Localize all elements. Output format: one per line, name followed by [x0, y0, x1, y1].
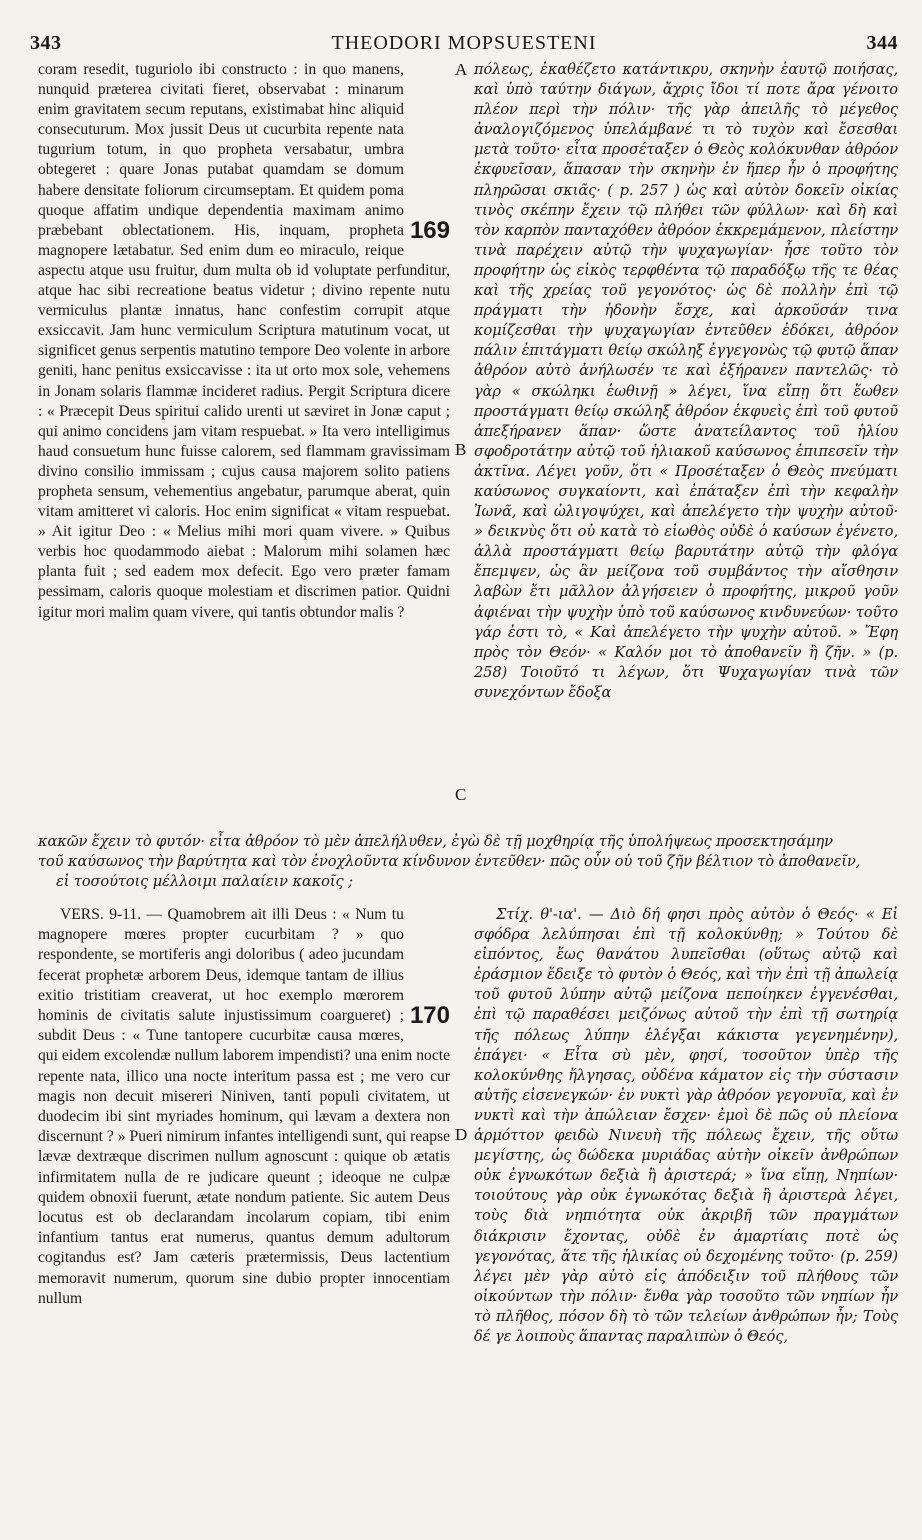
page-number-right: 344: [866, 32, 898, 54]
greek-column-upper: [474, 60, 898, 703]
section-marker-c: C: [455, 785, 467, 804]
greek-fullwidth-line-3: εἰ τοσούτοις μέλλοιμι παλαίειν κακοῖς ;: [56, 873, 353, 890]
section-marker-a: A: [455, 60, 468, 79]
margin-number-169: 169: [409, 217, 450, 244]
greek-column-lower: [474, 905, 898, 1347]
latin-column-lower: [38, 905, 450, 1309]
section-marker-d: D: [455, 1125, 468, 1144]
section-marker-b: B: [455, 440, 467, 459]
page-number-left: 343: [30, 32, 62, 54]
greek-text-upper: πόλεως, ἐκαθέζετο κατάντικρυ, σκηνὴν ἑαυτῷ ποιήσας, καὶ ὑπὸ ταύτην διάγων, ἄχρις ἴδοι τί ποτε ἄρα γένοιτο πλέον περὶ τὴν πόλιν· τῆς γὰρ ἀπειλῆς τὸ μέγεθος ἀναλογιζόμενος ὑπελάμβανέ τι τὸ τυχὸν καὶ ἔσεσθαι μετὰ τοῦτο· εἶτα προσέταξεν ὁ Θεὸς κολόκυνθαν ἀθρόον ἐκφυεῖσαν, ἅπασαν τὴν σκηνὴν ἐν ἥπερ ἦν ὁ προφήτης πληρῶσαι σκιᾶς· ( p. 257 ) ὡς καὶ αὐτὸν δοκεῖν οἰκίας τινὸς σκέπην ἔχειν τῷ πλήθει τῶν φύλλων· καὶ δὴ καὶ τὸν καρπὸν πανταχόθεν ἀθρόον ἐκκρεμάμενον, πλείστην τινὰ παρέχειν αὐτῷ τὴν ψυχαγωγίαν· ἧσε τοῦτο τὸν προφήτην ὡς εἰκὸς τερφθέντα τῷ παραδόξῳ τῆς τε θέας καὶ τῆς χρείας τοῦ γεγονότος· ὡς δὲ πολλὴν ἐπὶ τῷ πράγματι τὴν ἡδονὴν ἔσχε, καὶ ἀρκοῦσάν τινα κομίζεσθαι τὴν ψυχαγωγίαν ἐντεῦθεν ἐδόκει, ἀθρόον πάλιν ἐπιτάγματι θείῳ σκώληξ ἐγγεγονὼς τῷ φυτῷ ἅπαν ἀθρόον αὐτὸ ἀνήλωσέν τε καὶ ἐξήρανεν παντελῶς· τὸ γὰρ « σκώληκι ἑωθινῇ » λέγει, ἵνα εἴπῃ ὅτι ἕωθεν προστάγματι θείῳ σκώληξ ἀθρόον ἐκφυεὶς ἐπὶ τοῦ φυτοῦ ἀπεξήρανεν ἅπαν· ὥστε ἀνατείλαντος τοῦ ἡλίου σφοδροτάτην αὐτῷ τοῦ ἡλιακοῦ καύσωνος ἐπιπεσεῖν τὴν ἀκτῖνα. Λέγει γοῦν, ὅτι « Προσέταξεν ὁ Θεὸς πνεύματι καύσωνος συγκαίοντι, καὶ ἐπάταξεν ἐπὶ τὴν κεφαλὴν Ἰωνᾶ, καὶ ὠλιγοψύχει, καὶ ἀπελέγετο τὴν ψυχὴν αὐτοῦ· » δεικνὺς ὅτι οὐ κατὰ τὸ εἰωθὸς οὐδὲ ὁ καύσων ἐγένετο, ἀλλὰ προστάγματι θείῳ βαρυτάτην αὐτῷ τὴν φλόγα ἔπεμψεν, ὡς ἂν μείζονα τοῦ συμβάντος τὴν αἴσθησιν λαβὼν ἔτι μᾶλλον ἀλγήσειεν ὁ προφήτης, μικροῦ γοῦν ἀφιέναι τὴν ψυχὴν ὑπὸ τοῦ καύσωνος κινδυνεύων· τοῦτο γάρ ἐστι τὸ, « Καὶ ἀπελέγετο τὴν ψυχὴν αὐτοῦ. » Ἔφη πρὸς τὸν Θεόν· « Καλόν μοι τὸ ἀποθανεῖν ἢ ζῆν. » (p. 258) Τοιοῦτό τι λέγων, ὅτι Ψυχαγωγίαν τινὰ τῶν συνεχόντων ἔδοξα: [474, 61, 898, 701]
running-header: [30, 32, 898, 58]
greek-fullwidth-line-2: τοῦ καύσωνος τὴν βαρύτητα καὶ τὸν ἐνοχλοῦντα κίνδυνον ἐντεῦθεν· πῶς οὖν οὐ τοῦ ζῆν βέλτιον τὸ ἀποθανεῖν,: [38, 853, 861, 870]
latin-text-lower: VERS. 9-11. — Quamobrem ait illi Deus : « Num tu magnopere mœres propter cucurbitam ? » quo respondente, se mortiferis angi doloribus ( adeo jucundam fecerat prophetæ arborem Deus, idemque tantam de illius exitio tristitiam creaverat, ut hoc exemplo mœrorem hominis de civitatis salute injustissimum coargueret) ; subdit Deus : « Tune tantopere cucurbitæ causa mœres, qui eidem excolendæ nullum laborem impendisti? una enim nocte repente nata, illico una nocte interitum passa est ; me vero cur magis non decuit misereri Niniven, tanti populi civitatem, ut duodecim ibi sint myriades hominum, qui lævam a dextera non discernunt ? » Pueri nimirum infantes intelligendi sunt, qui reapse lævæ dextræque discrimen nullum agnoscunt : quique ob ætatis infirmitatem nulla de re judicare queunt ; ideoque ne culpæ quidem obnoxii fuerunt, ætate nondum patiente. Sic autem Deus locutus est ob declarandam incolarum copiam, tibi enim infantium tantus erat numerus, quantus demum adultorum cogitandus est? Jam cæteris prætermissis, Deus lactentium memoravit numerum, quorum sine dubio propter innocentiam nullum: [38, 906, 450, 1307]
greek-fullwidth-line-1: κακῶν ἔχειν τὸ φυτόν· εἶτα ἀθρόον τὸ μὲν ἀπελήλυθεν, ἐγὼ δὲ τῇ μοχθηρίᾳ τῆς ὑπολήψεως προσεκτησάμην: [38, 833, 833, 850]
latin-column-upper: [38, 60, 450, 623]
page-title: THEODORI MOPSUESTENI: [331, 32, 597, 54]
margin-number-170: 170: [409, 1002, 450, 1029]
latin-text-upper: coram resedit, tuguriolo ibi constructo : in quo manens, nunquid præterea civitati fieret, observabat : minarum enim gravitatem secum reputans, existimabat hinc aliquid consecuturum. Mox jussit Deus ut cucurbita repente nata tugurium totum, in quo propheta versabatur, umbra obtegeret : quare Jonas putabat quamdam se domum habere densitate foliorum circumseptam. Et quidem poma quoque affatim undique dependentia maximam animo præbebant oblectationem. His, inquam, propheta magnopere lætabatur. Sed enim dum eo miraculo, reique aspectu atque usu fruitur, dum multa ob id voluptate perfunditur, atque hac sibi recreatione beatus videtur ; divino repente nutu vermiculus plantæ innatus, hanc confestim corrupit atque exsiccavit. Jam hunc vermiculum Scriptura matutinum vocat, ut significet genus serpentis matutino tempore Deo volente in arbore geniti, hanc penitus exsiccavisse : ita ut orto mox sole, vehemens in Jonam solaris flammæ incideret radius. Pergit Scriptura dicere : « Præcepit Deus spiritui calido urenti ut sæviret in Jonæ caput ; qui animo concidens jam vitam respuebat. » Ita vero intelligimus haud consuetum hunc fuisse calorem, sed flammam gravissimam divino consilio immissam ; cujus causa majorem solito patiens propheta sensum, vehementius angebatur, parumque aberat, quin vitam amitteret vi caloris. Hoc enim significat « vitam respuebat. » Ait igitur Deo : « Melius mihi mori quam vivere. » Quibus verbis hoc quodammodo aiebat : Malorum mihi solamen hæc planta fuit ; sed eadem mox defecit. Ego vero præter famam pessimam, caloris quoque molestiam et discrimen patior. Quidni igitur mori malim quam vivere, qui tantis obtundor malis ?: [38, 61, 450, 621]
greek-text-lower: Στίχ. θ'-ια'. — Διὸ δή φησι πρὸς αὐτὸν ὁ Θεός· « Εἰ σφόδρα λελύπησαι ἐπὶ τῇ κολοκύνθῃ; » Τούτου δὲ εἰπόντος, ἕως θανάτου λυπεῖσθαι (οὕτως αὐτῷ καὶ ἐράσμιον ἔδειξε τὸ φυτὸν ὁ Θεός, καὶ τὴν ἐπὶ τῇ ἀπωλείᾳ τοῦ φυτοῦ λύπην αὐτῷ μείζονα πεποίηκεν ἐγγενέσθαι, ἐπὶ τῷ παραθέσει μειζόνως αὐτοῦ τὴν ἐπὶ τῇ σωτηρίᾳ τῆς πόλεως λύπην ἐλέγξαι κάκιστα γεγενημένην), ἐπάγει· « Εἶτα σὺ μὲν, φησί, τοσοῦτον ὑπὲρ τῆς κολοκύνθης ἤλγησας, οὐδένα κάματον εἰς τὴν σύστασιν αὐτῆς εἰσενεγκών· ἐν νυκτὶ γὰρ ἀθρόον γεγονυῖα, καὶ ἐν νυκτὶ καὶ τὴν ἀπώλειαν ἔσχεν· ἐμοὶ δὲ πῶς οὐ πλείονα ἁρμόττον φειδὼ Νινευὴ τῆς πόλεως ἔχειν, τῆς οὕτω μεγίστης, ὡς δώδεκα μυριάδας αὐτὴν οἰκεῖν ἀνθρώπων οὐκ ἐγνωκότων δεξιὰ ἢ ἀριστερά; » ἵνα εἴπῃ, Νηπίων· τοιούτους γὰρ οὐκ ἐγνωκότας δεξιὰ ἢ ἀριστερὰ λέγει, τοὺς διὰ νηπιότητα οὐκ ἀκριβῆ τῶν πραγμάτων διάκρισιν ἔχοντας, οὐδὲ ἐν ἁμαρτίαις ποτὲ ὡς γεγονότας, ἅτε τῆς ἡλικίας οὐ δεχομένης τοῦτο· (p. 259) λέγει μὲν γὰρ αὐτὸ εἰς ἀπόδειξιν τοῦ πλήθους τῶν οἰκούντων τὴν πόλιν· ἔνθα γὰρ τοσοῦτο τῶν νηπίων ἦν τὸ πλῆθος, πόσον δὴ τὸ τῶν τελείων ἀνθρώπων ἦν; Τοὺς δέ γε λοιποὺς ἅπαντας παραλιπὼν ὁ Θεός,: [474, 906, 898, 1345]
